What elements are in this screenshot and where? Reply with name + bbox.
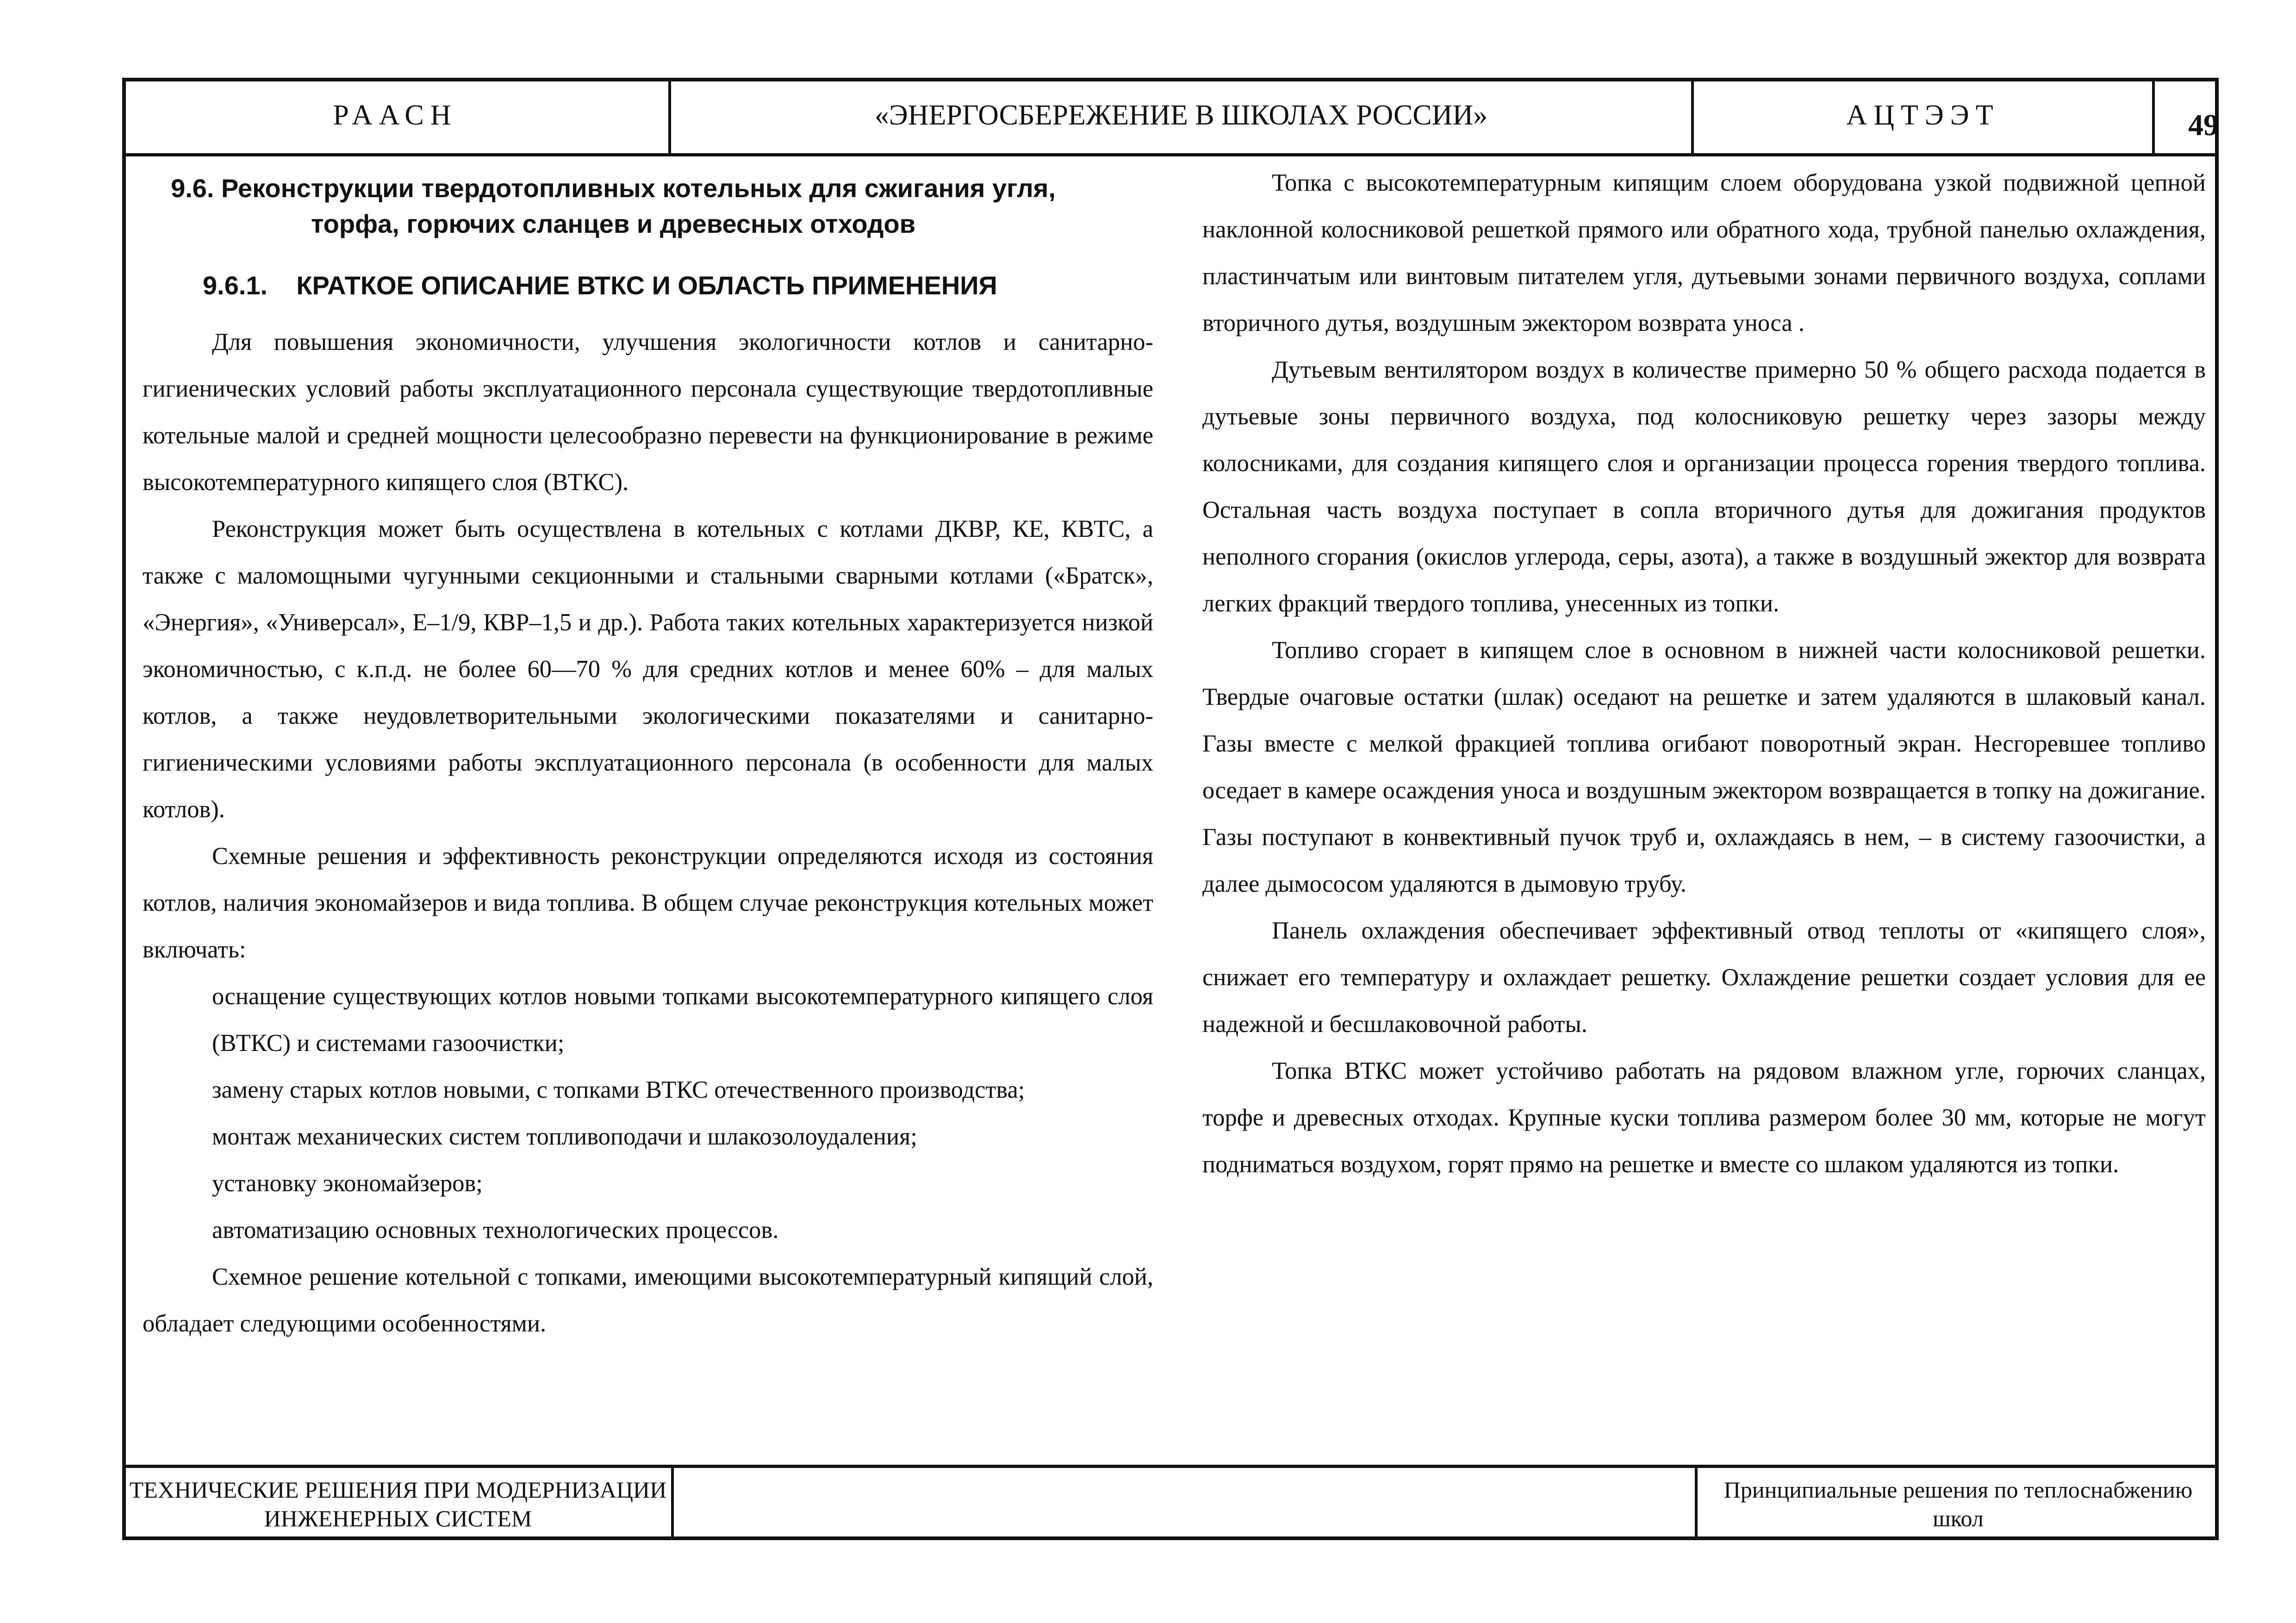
footer-center [671,1468,1695,1540]
list-item: замену старых котлов новыми, с топками ВТКС отечественного производства; [212,1076,1025,1103]
paragraph: Дутьевым вентилятором воздух в количестве примерно 50 % общего расхода подается в дутьевые зоны первичного воздуха, под колосниковую решетку через зазоры между колосниками, для создания кипящего слоя и организации процесса горения твердого топлива. Остальная часть воздуха поступает в сопла вторичного дутья для дожигания продуктов неполного сгорания (окислов углерода, серы, азота), а также в воздушный эжектор для возврата легких фракций твердого топлива, унесенных из топки. [1202,356,2206,617]
footer-section-title: Принципиальные решения по теплоснабжению школ [1695,1468,2219,1540]
section-heading: 9.6. Реконструкции твердотопливных котельных для сжигания угля, торфа, горючих сланцев и древесных отходов [171,174,1056,238]
paragraph: Панель охлаждения обеспечивает эффективный отвод теплоты от «кипящего слоя», снижает его температуру и охлаждает решетку. Охлаждение решетки создает условия для ее надежной и бесшлаковочной работы. [1202,917,2206,1038]
paragraph: Для повышения экономичности, улучшения экологичности котлов и санитарно-гигиенических условий работы эксплуатационного персонала существующие твердотопливные котельные малой и средней мощности целесообразно перевести на функционирование в режиме высокотемпературного кипящего слоя (ВТКС). [143,329,1153,496]
paragraph: Реконструкция может быть осуществлена в котельных с котлами ДКВР, КЕ, КВТС, а также с маломощными чугунными секционными и стальными сварными котлами («Братск», «Энергия», «Универсал», Е–1/9, КВР–1,5 и др.). Работа таких котельных характеризуется низкой экономичностью, с к.п.д. не более 60—70 % для средних котлов и менее 60% – для малых котлов, а также неудовлетворительными экологическими показателями и санитарно-гигиеническими условиями работы эксплуатационного персонала (в особенности для малых котлов). [143,516,1153,823]
list-item: монтаж механических систем топливоподачи и шлакозолоудаления; [212,1123,917,1150]
subsection-number: 9.6.1. [203,271,268,300]
paragraph: Топка ВТКС может устойчиво работать на рядовом влажном угле, горючих сланцах, торфе и древесных отходах. Крупные куски топлива размером более 30 мм, которые не могут подниматься воздухом, горят прямо на решетке и вместе со шлаком удаляются из топки. [1202,1057,2206,1178]
header-organization: РААСН [333,99,458,131]
list-item: установку экономайзеров; [212,1170,483,1197]
list-item: автоматизацию основных технологических процессов. [212,1217,779,1244]
footer-series-title: ТЕХНИЧЕСКИЕ РЕШЕНИЯ ПРИ МОДЕРНИЗАЦИИ ИНЖЕНЕРНЫХ СИСТЕМ [129,1477,667,1531]
right-column [1202,160,2206,1188]
list-item: оснащение существующих котлов новыми топками высокотемпературного кипящего слоя (ВТКС) и системами газоочистки; [212,983,1153,1057]
page-footer [125,1465,2219,1540]
subsection-heading [203,267,1153,304]
page-number: 49 [2152,78,2219,153]
paragraph: Топка с высокотемпературным кипящим слоем оборудована узкой подвижной цепной наклонной колосниковой решеткой прямого или обратного хода, трубной панелью охлаждения, пластинчатым или винтовым питателем угля, дутьевыми зонами первичного воздуха, соплами вторичного дутья, воздушным эжектором возврата уноса . [1202,169,2206,336]
page-header [122,78,2219,156]
header-institute: АЦТЭЭТ [1691,78,2152,153]
header-title: «ЭНЕРГОСБЕРЕЖЕНИЕ В ШКОЛАХ РОССИИ» [668,78,1691,153]
paragraph: Схемное решение котельной с топками, имеющими высокотемпературный кипящий слой, обладает следующими особенностями. [143,1263,1153,1337]
subsection-title: КРАТКОЕ ОПИСАНИЕ ВТКС И ОБЛАСТЬ ПРИМЕНЕНИЯ [296,271,997,300]
paragraph: Схемные решения и эффективность реконструкции определяются исходя из состояния котлов, наличия экономайзеров и вида топлива. В общем случае реконструкция котельных может включать: [143,843,1153,963]
paragraph: Топливо сгорает в кипящем слое в основном в нижней части колосниковой решетки. Твердые очаговые остатки (шлак) оседают на решетке и затем удаляются в шлаковый канал. Газы вместе с мелкой фракцией топлива огибают поворотный экран. Несгоревшее топливо оседает в камере осаждения уноса и воздушным эжектором возвращается в топку на дожигание. Газы поступают в конвективный пучок труб и, охлаждаясь в нем, – в систему газоочистки, а далее дымососом удаляются в дымовую трубу. [1202,637,2206,897]
left-column [143,160,1153,1347]
